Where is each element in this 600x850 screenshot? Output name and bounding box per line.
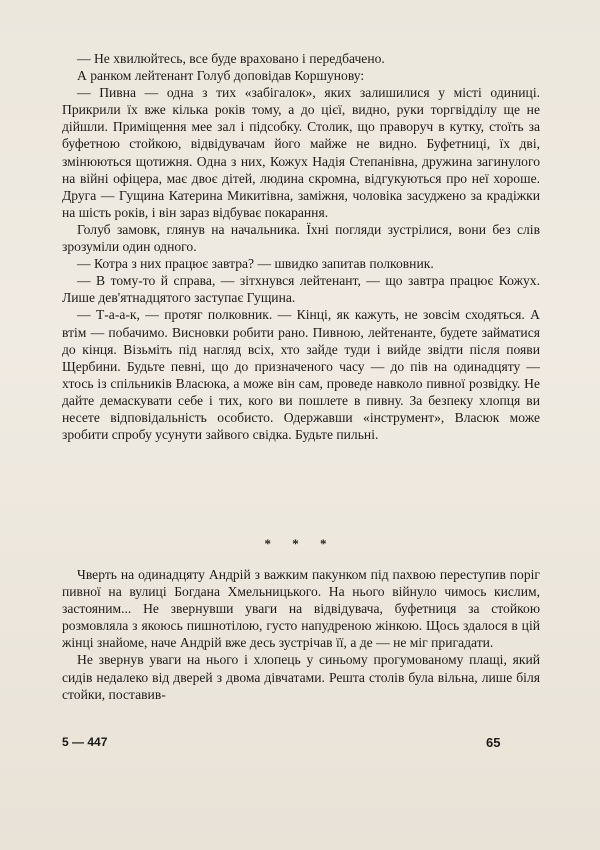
section-two — [62, 566, 540, 703]
paragraph: Голуб замовк, глянув на начальника. Їхні погляди зустрілися, вони без слів зрозуміли один одного. — [62, 221, 540, 255]
page-number: 65 — [486, 735, 501, 750]
section-divider: * * * — [264, 536, 336, 551]
paragraph: Не звернув уваги на нього і хлопець у синьому прогумованому плащі, який сидів недалеко від дверей з двома дівчатами. Решта столів була вільна, лише біля стойки, поставив- — [62, 652, 540, 702]
paragraph: — В тому-то й справа, — зітхнувся лейтенант, — що завтра працює Кожух. Лише дев'ятнадцятого заступає Гущина. — [62, 273, 540, 306]
paragraph: Чверть на одинадцяту Андрій з важким пакунком під пахвою переступив поріг пивної на вулиці Богдана Хмельницького. На нього війнуло чимось кислим, застояним... Не звернувши уваги на відвідувача, буфетниця за стойкою розмовляла з якоюсь пишнотілою, густо напудреною жінкою. Щось здалося в цій жінці знайоме, наче Андрій вже десь зустрічав її, а де — не міг пригадати. — [62, 567, 540, 651]
printer-signature: 5 — 447 — [62, 735, 108, 749]
section-one — [62, 50, 540, 443]
paragraph: — Пивна — одна з тих «забігалок», яких залишилися у місті одиниці. Прикрили їх вже кілька років тому, а до цієї, видно, руки торгвідділу ще не дійшли. Приміщення мее зал і підсобку. Столик, що праворуч в кутку, стоїть за буфетною стойкою, відвідувачам його майже не видно. Буфетниці, їх дві, змінюються щотижня. Одна з них, Кожух Надія Степанівна, дружина загинулого на війні офіцера, має двоє дітей, людина скромна, відгукуються про неї хороше. Друга — Гущина Катерина Микитівна, заміжня, чоловіка засуджено за крадіжки на шість років, і він зараз відбуває покарання. — [62, 85, 540, 220]
paragraph: А ранком лейтенант Голуб доповідав Коршунову: — [77, 68, 365, 84]
paragraph: — Не хвилюйтесь, все буде враховано і передбачено. — [77, 51, 385, 66]
paragraph: — Т-а-а-к, — протяг полковник. — Кінці, як кажуть, не зовсім сходяться. А втім — побачимо. Висновки робити рано. Пивною, лейтенанте, будете займатися до кінця. Візьміть під нагляд всіх, хто зайде туди і вийде звідти після появи Щербини. Будьте певні, що до призначеного часу — до пів на одинадцяту — хтось із спільників Власюка, а може він сам, проведе навколо пивної розвідку. Не дайте демаскувати себе і тих, кого ви пошлете в пивну. За безпеку хлопця ви несете відповідальність особисто. Одержавши «інструмент», Власюк може зробити спробу усунути зайвого свідка. Будьте пильні. — [62, 307, 540, 443]
paragraph: — Котра з них працює завтра? — швидко запитав полковник. — [77, 256, 434, 272]
